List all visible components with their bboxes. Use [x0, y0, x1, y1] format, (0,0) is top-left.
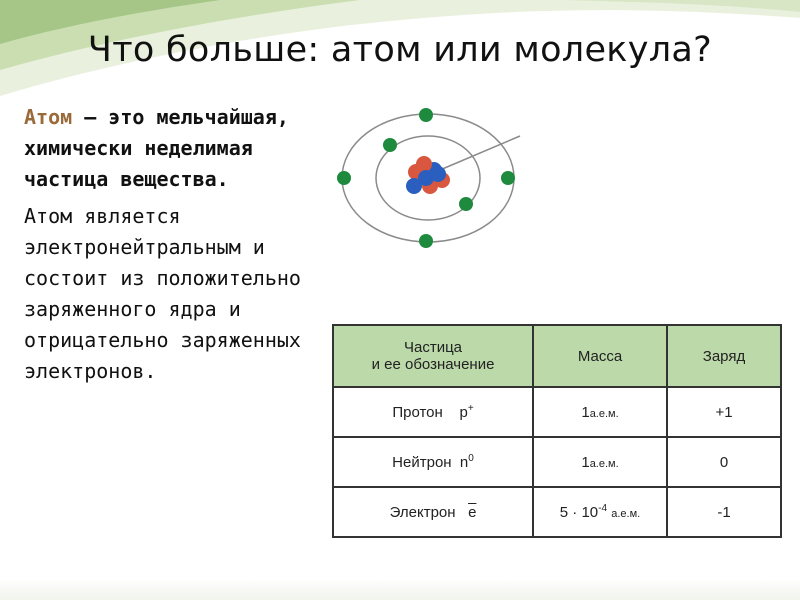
- header-particle-line1: Частица: [403, 339, 463, 356]
- particle-symbol-sup: 0: [468, 453, 474, 464]
- table-row: [333, 437, 781, 487]
- cell-charge: 0: [667, 437, 781, 487]
- cell-particle: [333, 387, 533, 437]
- cell-mass: [533, 387, 667, 437]
- table-row: [333, 487, 781, 537]
- definition-lead: – это мельчайшая,: [72, 105, 289, 129]
- slide-title: Что больше: атом или молекула?: [87, 30, 713, 70]
- cell-mass: [533, 437, 667, 487]
- definition-paragraph: [24, 102, 324, 195]
- mass-unit: а.е.м.: [611, 508, 641, 520]
- nucleus: [406, 156, 450, 194]
- mass-value: 5 · 10: [559, 504, 599, 521]
- table-row: [333, 387, 781, 437]
- definition-line2: химически неделимая частица вещества.: [24, 136, 253, 191]
- mass-value: 1: [581, 453, 590, 471]
- particle-name: Протон: [392, 404, 443, 421]
- table-header-row: [333, 325, 781, 387]
- mass-unit: а.е.м.: [589, 407, 619, 420]
- cell-mass: [533, 487, 667, 537]
- particle-symbol-sup: +: [467, 403, 474, 414]
- particle-symbol: n: [459, 454, 469, 471]
- mass-exponent: -4: [598, 503, 608, 514]
- mass-value: 1: [581, 403, 590, 421]
- particle-name: Нейтрон: [392, 454, 452, 471]
- header-charge: Заряд: [667, 325, 781, 387]
- header-particle: [333, 325, 533, 387]
- mass-unit: а.е.м.: [589, 457, 619, 470]
- particle-symbol: p: [459, 404, 468, 421]
- cell-particle: [333, 437, 533, 487]
- atom-model-icon: [330, 100, 526, 260]
- description-paragraph: Атом является электронейтральным и состоит из положительно заряженного ядра и отрицательно заряженных электронов.: [24, 204, 301, 383]
- cell-particle: [333, 487, 533, 537]
- cell-charge: +1: [667, 387, 781, 437]
- particle-name: Электрон: [389, 503, 456, 521]
- bottom-band: [0, 578, 800, 600]
- particles-table: [332, 324, 782, 538]
- definition-text: [24, 102, 324, 393]
- particle-symbol: $\overline{e}$: [468, 503, 477, 521]
- term-atom: Атом: [24, 105, 73, 129]
- cell-charge: -1: [667, 487, 781, 537]
- header-mass: Масса: [533, 325, 667, 387]
- header-particle-line2: и ее обозначение: [371, 356, 495, 373]
